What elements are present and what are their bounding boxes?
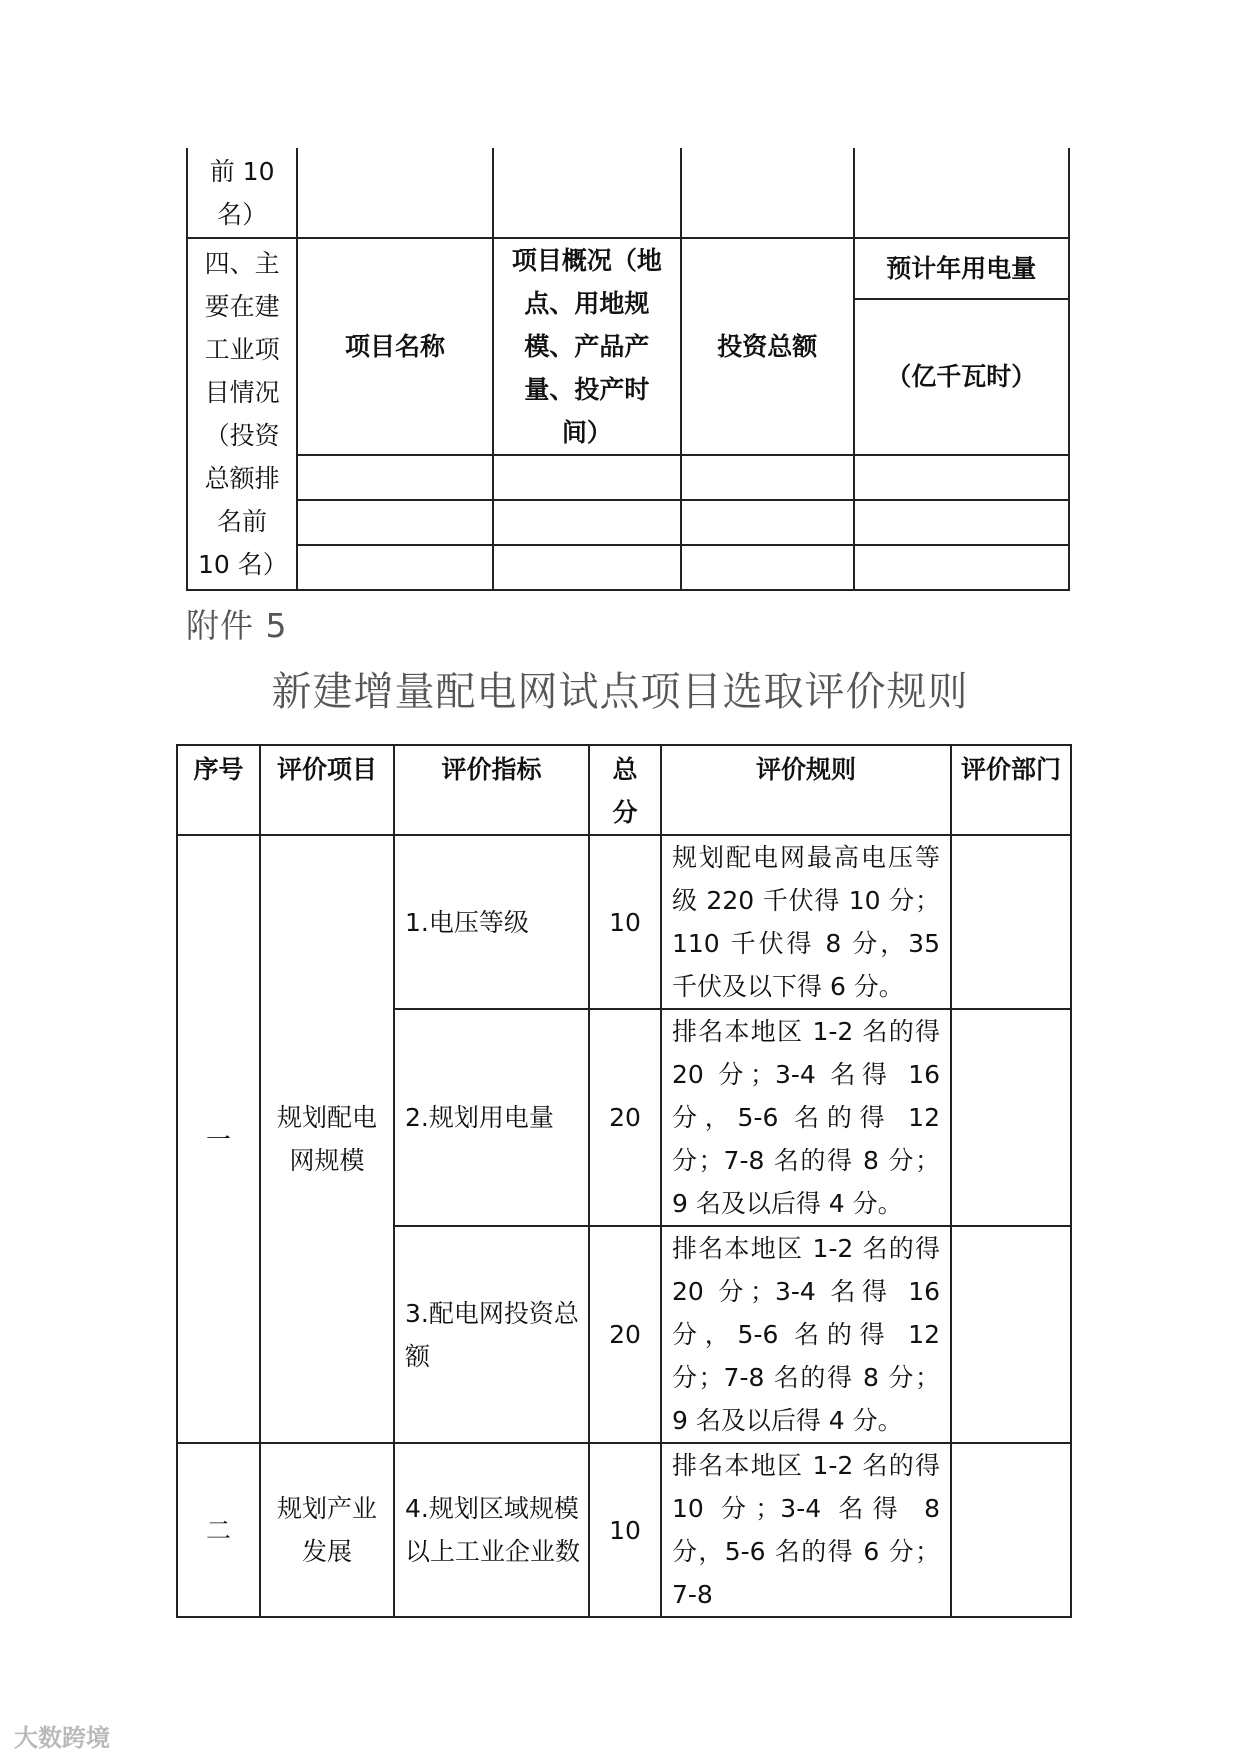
section-label-cell [187, 238, 297, 590]
score-cell: 10 [589, 835, 661, 1009]
table-row [177, 1443, 1071, 1617]
indicator-cell: 1.电压等级 [394, 835, 589, 1009]
empty-cell [681, 148, 853, 238]
evaluation-rules-table [176, 744, 1072, 1618]
header-score: 总分 [589, 745, 661, 835]
rule-cell: 排名本地区 1-2 名的得 10 分；3-4 名得 8 分，5-6 名的得 6 分；7-8 [661, 1443, 951, 1617]
header-item: 评价项目 [260, 745, 394, 835]
empty-cell [493, 545, 681, 590]
rule-cell: 排名本地区 1-2 名的得 20 分；3-4 名得 16 分，5-6 名的得 12 分；7-8 名的得 8 分；9 名及以后得 4 分。 [661, 1226, 951, 1443]
header-rule: 评价规则 [661, 745, 951, 835]
header-indicator: 评价指标 [394, 745, 589, 835]
indicator-cell: 4.规划区域规模以上工业企业数 [394, 1443, 589, 1617]
empty-cell [493, 500, 681, 545]
header-no: 序号 [177, 745, 260, 835]
group-no: 一 [177, 835, 260, 1443]
header-overview-text: 项目概况（地点、用地规模、产品产量、投产时间） [511, 246, 662, 447]
dept-cell [951, 1226, 1071, 1443]
header-overview [493, 238, 681, 455]
empty-cell [854, 545, 1070, 590]
dept-cell [951, 1443, 1071, 1617]
annex-label: 附件 5 [186, 606, 288, 645]
group-item-text: 规划配电网规模 [276, 1103, 377, 1175]
watermark-text: 大数跨境 [14, 1724, 110, 1752]
rule-cell: 排名本地区 1-2 名的得 20 分；3-4 名得 16 分，5-6 名的得 12 分；7-8 名的得 8 分；9 名及以后得 4 分。 [661, 1009, 951, 1226]
empty-cell [854, 148, 1070, 238]
header-investment: 投资总额 [681, 238, 853, 455]
empty-cell [681, 500, 853, 545]
section-label: 四、主要在建工业项目情况（投资总额排名前 10 名） [198, 249, 288, 579]
empty-cell [297, 455, 492, 500]
dept-cell [951, 835, 1071, 1009]
score-cell: 10 [589, 1443, 661, 1617]
empty-cell [297, 545, 492, 590]
header-electricity-unit: （亿千瓦时） [854, 299, 1070, 455]
header-electricity: 预计年用电量 [854, 238, 1070, 299]
watermark-logo [14, 1718, 110, 1753]
empty-cell [493, 148, 681, 238]
header-dept: 评价部门 [951, 745, 1071, 835]
empty-cell [854, 455, 1070, 500]
score-cell: 20 [589, 1226, 661, 1443]
table-row [177, 835, 1071, 1009]
group-item [260, 835, 394, 1443]
group-item-text: 规划产业发展 [276, 1494, 377, 1566]
header-project-name: 项目名称 [297, 238, 492, 455]
empty-cell [681, 545, 853, 590]
continued-label: 前 10 名） [209, 156, 275, 229]
continued-label-cell [187, 148, 297, 238]
indicator-cell: 2.规划用电量 [394, 1009, 589, 1226]
project-info-table [186, 148, 1070, 591]
score-cell: 20 [589, 1009, 661, 1226]
group-no: 二 [177, 1443, 260, 1617]
rule-cell: 规划配电网最高电压等级 220 千伏得 10 分；110 千伏得 8 分，35 千伏及以下得 6 分。 [661, 835, 951, 1009]
empty-cell [297, 500, 492, 545]
empty-cell [297, 148, 492, 238]
empty-cell [854, 500, 1070, 545]
document-title: 新建增量配电网试点项目选取评价规则 [271, 669, 969, 715]
empty-cell [493, 455, 681, 500]
indicator-cell: 3.配电网投资总额 [394, 1226, 589, 1443]
empty-cell [681, 455, 853, 500]
group-item [260, 1443, 394, 1617]
dept-cell [951, 1009, 1071, 1226]
